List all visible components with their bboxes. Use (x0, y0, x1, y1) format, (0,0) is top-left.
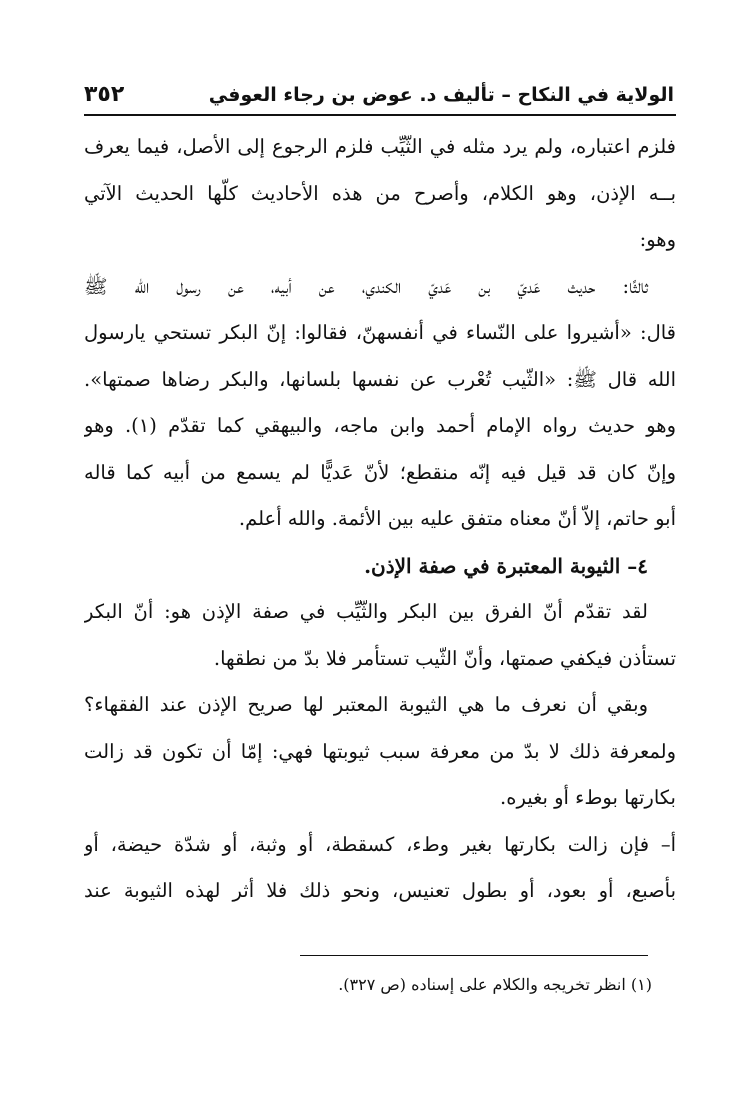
body-line: تستأذن فيكفي صمتها، وأنّ الثّيب تستأمر فلا بدّ من نطقها. (213, 646, 676, 670)
body-text (84, 124, 676, 915)
body-line: وهو حديث رواه الإمام أحمد وابن ماجه، والبيهقي كما تقدّم (١). وهو (84, 414, 676, 437)
body-line: وبقي أن نعرف ما هي الثيوبة المعتبر لها صريح الإذن عند الفقهاء؟ (84, 693, 648, 716)
body-line: قال: «أشيروا على النّساء في أنفسهنّ، فقالوا: إنّ البكر تستحي يارسول (84, 321, 676, 344)
page-header (84, 82, 674, 116)
body-line: أ– فإن زالت بكارتها بغير وطء، كسقطة، أو وثبة، أو شدّة حيضة، أو (84, 832, 676, 856)
section-heading: ٤– الثيوبة المعتبرة في صفة الإذن. (364, 553, 648, 578)
body-line: لقد تقدّم أنّ الفرق بين البكر والثّيِّب في صفة الإذن هو: أنّ البكر (84, 600, 648, 623)
footnote: (١) انظر تخريجه والكلام على إسناده (ص ٣٢٧). (338, 975, 652, 994)
body-line: ولمعرفة ذلك لا بدّ من معرفة سبب ثيوبتها فهي: إمّا أن تكون قد زالت (84, 739, 676, 763)
body-line: الله قال ﷺ: «الثّيب تُعْرب عن نفسها بلسانها، والبكر رضاها صمتها». (84, 367, 676, 391)
header-rule (84, 114, 676, 116)
page-number: ٣٥٢ (84, 82, 125, 107)
body-line: فلزم اعتباره، ولم يرد مثله في الثّيِّب فلزم الرجوع إلى الأصل، فيما يعرف (84, 135, 676, 158)
body-line: بــه الإذن، وهو الكلام، وأصرح من هذه الأحاديث كلّها الحديث الآتي (84, 181, 676, 205)
body-line: ثالثًا: حديث عَديّ بن عَديّ الكندي، عن أبيه، عن رسول الله ﷺ (84, 274, 648, 298)
body-line: وهو: (639, 228, 676, 251)
body-line: بأصبع، أو بعود، أو بطول تعنيس، ونحو ذلك فلا أثر لهذه الثيوبة عند (84, 879, 676, 902)
footnote-rule (300, 955, 648, 956)
body-line: وإنّ كان قد قيل فيه إنّه منقطع؛ لأنّ عَديًّا لم يسمع من أبيه كما قاله (84, 460, 676, 484)
body-line: أبو حاتم، إلاّ أنّ معناه متفق عليه بين الأئمة. والله أعلم. (238, 507, 676, 530)
header-title: الولاية في النكاح – تأليف د. عوض بن رجاء العوفي (208, 84, 674, 106)
body-line: بكارتها بوطء أو بغيره. (500, 786, 676, 809)
